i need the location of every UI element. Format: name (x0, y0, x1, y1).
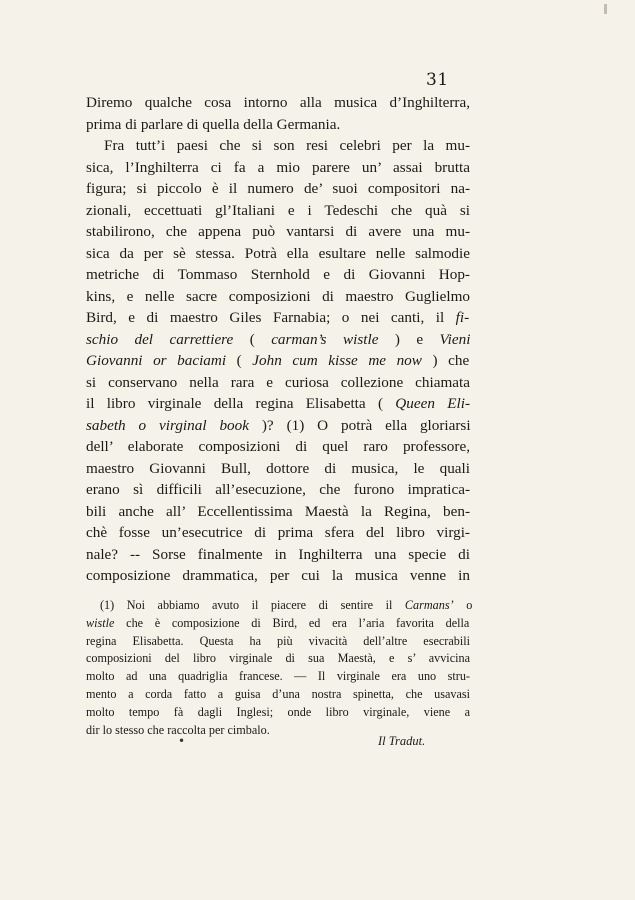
text-segment: sica, l’Inghilterra ci fa a mio parere un’ assai brutta (86, 158, 470, 176)
italic-text: Giovanni or baciami (86, 352, 227, 369)
text-segment: ( (233, 330, 272, 348)
text-segment: kins, e nelle sacre composizioni di maestro Guglielmo (86, 287, 470, 305)
text-segment: molto ad una quadriglia francese. — Il virginale era uno stru- (86, 669, 470, 684)
text-line (86, 114, 470, 136)
footnote-line (86, 615, 470, 633)
footnote-line (86, 633, 470, 651)
italic-text: schio del carrettiere (86, 330, 234, 348)
text-line (86, 350, 470, 372)
text-line (86, 522, 470, 544)
text-line (86, 501, 470, 523)
footnote-line (86, 597, 473, 615)
text-segment: si conservano nella rara e curiosa collezione chiamata (86, 373, 470, 391)
text-segment: molto tempo fà dagli Inglesi; onde libro virginale, viene a (86, 704, 470, 719)
italic-text: Queen Eli- (395, 395, 471, 412)
text-line (86, 544, 470, 566)
text-segment: metriche di Tommaso Sternhold e di Giovanni Hop- (86, 266, 470, 283)
footnote-line (86, 686, 470, 704)
scan-edge-mark (604, 4, 607, 14)
text-segment: sica da per sè stessa. Potrà ella esultare nelle salmodie (86, 244, 470, 262)
text-segment: dir lo stesso che raccolta per cimbalo. (86, 722, 270, 737)
text-segment: maestro Giovanni Bull, dottore di musica, le quali (86, 459, 470, 477)
text-line (86, 264, 470, 286)
text-line (86, 243, 470, 265)
italic-text: John cum kisse me now (252, 352, 422, 369)
text-segment: dell’ elaborate composizioni di quel raro professore, (86, 438, 470, 455)
text-line (86, 415, 470, 437)
body-text (86, 92, 470, 587)
text-segment: nale? -- Sorse finalmente in Inghilterra una specie di (86, 545, 470, 563)
italic-text: wistle (86, 615, 115, 630)
text-line (86, 479, 470, 501)
text-segment: prima di parlare di quella della Germania. (86, 115, 341, 133)
text-line (86, 178, 470, 200)
footnote-line (86, 704, 470, 722)
italic-text: fi- (455, 309, 470, 326)
text-line (86, 393, 470, 415)
text-line (86, 307, 470, 329)
text-segment: che è composizione di Bird, ed era l’aria favorita della (114, 615, 470, 630)
text-segment: composizione drammatica, per cui la musica venne in (86, 567, 470, 584)
text-line (86, 221, 470, 243)
text-segment: chè fosse un’esecutrice di prima sfera del libro virgi- (86, 524, 470, 541)
text-segment: )? (1) O potrà ella gloriarsi (248, 416, 471, 434)
text-segment: ) e (378, 330, 440, 348)
text-line (86, 372, 470, 394)
translator-signature: Il Tradut. (378, 734, 426, 748)
footnote (86, 597, 473, 739)
text-segment: il libro virginale della regina Elisabetta ( (86, 395, 396, 412)
text-segment: regina Elisabetta. Questa ha più vivacità dell’altre esecrabili (86, 633, 470, 648)
page-number: 31 (426, 70, 449, 90)
text-line (86, 565, 470, 587)
text-line (86, 157, 470, 179)
text-segment: o (453, 598, 473, 612)
text-segment: Fra tutt’i paesi che si son resi celebri per la mu- (104, 137, 470, 154)
ornament-mark: • (178, 734, 186, 748)
footnote-line (86, 650, 470, 668)
text-line (86, 329, 470, 351)
text-line (86, 135, 470, 157)
footnote-line (86, 668, 470, 686)
text-line (86, 286, 470, 308)
text-segment: (1) Noi abbiamo avuto il piacere di sentire il (100, 598, 405, 612)
text-segment: Diremo qualche cosa intorno alla musica d’Inghilterra, (86, 94, 470, 111)
text-segment: mento a corda fatto a guisa d’una nostra spinetta, che usavasi (86, 686, 470, 701)
text-line (86, 436, 470, 458)
italic-text: carman’s wistle (271, 330, 379, 348)
text-line (86, 458, 470, 480)
italic-text: Vieni (439, 330, 471, 348)
text-segment: ) che (421, 352, 470, 369)
text-segment: bili anche all’ Eccellentissima Maestà la Regina, ben- (86, 502, 470, 520)
italic-text: Carmans’ (404, 598, 454, 612)
text-line (86, 92, 470, 114)
text-line (86, 200, 470, 222)
text-segment: ( (226, 352, 253, 369)
text-segment: stabilirono, che appena può vantarsi di avere una mu- (86, 223, 470, 240)
text-segment: figura; si piccolo è il numero de’ suoi compositori na- (86, 180, 470, 197)
text-segment: Bird, e di maestro Giles Farnabia; o nei canti, il (86, 309, 456, 326)
text-segment: zionali, eccettuati gl’Italiani e i Tedeschi che quà si (86, 201, 470, 219)
text-segment: erano sì difficili all’esecuzione, che furono impratica- (86, 481, 470, 498)
italic-text: sabeth o virginal book (86, 416, 249, 434)
text-segment: composizioni del libro virginale di sua Maestà, e s’ avvicina (86, 651, 470, 666)
